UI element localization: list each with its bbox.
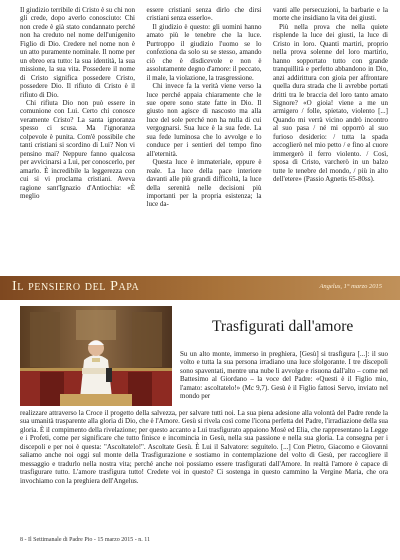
col3-paragraph-1: vanti alle persecuzioni, la barbarie e la morte che insidiano la vita dei giusti.	[273, 6, 388, 23]
article-title: Trasfigurati dall'amore	[212, 318, 354, 335]
col2-paragraph-2: Il giudizio è questo: gli uomini hanno amato più le tenebre che la luce. Purtroppo il giudizio l'uomo se lo confeziona da solo su se stesso, amando ciò che è disdicevole e non è assolutamente degno d'amore: il peccato, il male, la violazione, la trasgressione.	[146, 22, 262, 82]
column-1	[20, 6, 135, 274]
top-columns	[20, 6, 388, 274]
article-lead-paragraph: Su un alto monte, immerso in preghiera, [Gesù] si trasfigura [...]: il suo volto e tutta la sua persona irradiano una luce sfolgorante. I tre discepoli sono spaventati, mentre una nube li avvolge e risuona dall'alto – come nel Battesimo al Giordano – la voce del Padre: «Questi è il Figlio mio, l'amato: ascoltatelo!» (Mc 9,7). Gesù è il Figlio fattosi Servo, inviato nel mondo per	[180, 350, 388, 401]
col2-paragraph-4: Questa luce è immateriale, eppure è reale. La luce della pace interiore davanti alle più grandi difficoltà, la luce della serenità nelle decisioni più importanti per la propria esistenza; la luce da-	[146, 158, 262, 209]
page-footer: 8 - Il Settimanale di Padre Pio - 15 marzo 2015 - n. 11	[20, 537, 151, 543]
col3-paragraph-2: Più nella prova che nella quiete risplende la luce dei giusti, la luce di Cristo in loro. Quanti martiri, proprio nella prova solenne del loro martirio, hanno sopportato tutto con grande tranquillità e perfetto abbandono in Dio, anzi addirittura con gioia per affrontare quella dura strada che li avrebbe portati dritti tra le braccia del loro tanto amato Signore? «O gioia! viene a me un armigero / folle, spietato, violento [...] Quando mi verrà vicino andrò incontro al suo pasa / né mi opporrò al suo furioso desiderio: / tutta la spada accoglierò nel mio petto / e fino al cuore immergerò il ferro violento. / Così, sposa di Cristo, varcherò in un balzo tutte le tenebre del mondo, / più in alto dell'etere» (Passio Agnetis 65-80ss).	[273, 22, 388, 184]
photo-illustration	[20, 306, 172, 406]
col2-paragraph-1: essere cristiani senza dirlo che dirsi cristiani senza esserlo».	[146, 6, 262, 23]
column-2	[147, 6, 262, 274]
section-band	[0, 276, 400, 300]
col1-paragraph-1: Il giudizio terribile di Cristo è su chi non gli crede, dopo averlo conosciuto: Chi non crede è già stato condannato perché non ha creduto nel nome dell'unigenito Figlio di Dio. Credere nel nome non è un atto puramente nominale. Il nome per un ebreo era tutto: la sua identità, la sua missione, la sua vita. Possedere il nome di Cristo significa possedere Cristo, possedere Dio. Il rifiuto di Cristo è il rifiuto di Dio.	[20, 6, 135, 99]
section-title: Il pensiero del Papa	[12, 279, 140, 294]
article-body-paragraph: realizzare attraverso la Croce il progetto della salvezza, per salvare tutti noi. La sua piena adesione alla volontà del Padre rende la sua umanità trasparente alla gloria di Dio, che è l'Amore. Gesù si rivela così come l'icona perfetta del Padre, l'irradiazione della sua gloria. È il compimento della rivelazione; per questo accanto a Lui trasfigurato appaiono Mosè ed Elia, che rappresentano la Legge e i Profeti, come per significare che tutto finisce e incomincia in Gesù, nella sua passione e nella sua gloria. La consegna per i discepoli e per noi è questa: "Ascoltatelo!". Ascoltate Gesù. È Lui il Salvatore: seguitelo. [...] Con Pietro, Giacomo e Giovanni saliamo anche noi oggi sul monte della Trasfigurazione e sostiamo in contemplazione del volto di Gesù, per raccogliere il messaggio e tradurlo nella nostra vita; perché anche noi possiamo essere trasfigurati dall'Amore. In realtà l'amore è capace di trasfigurare tutto. L'amore trasfigura tutto! Credete voi in questo? Ci sostenga in questo cammino la Vergine Maria, che ora invochiamo con la preghiera dell'Angelus.	[20, 409, 388, 485]
col1-paragraph-2: Chi rifiuta Dio non può essere in comunione con Lui. Certo chi conosce veramente Cristo? La santa ignoranza spesso ci scusa. Ma l'ignoranza colpevole è punita. Com'è possibile che tanti cristiani si scordino di Lui? Non vi pensino mai? Neppure fanno qualcosa per avvicinarsi a Lui, per conoscerlo, per amarlo. È incredibile la leggerezza con cui si vi proclama cristiani. Aveva ragione sant'Ignazio d'Antiochia: «È meglio	[20, 98, 135, 200]
section-date: Angelus, 1° marzo 2015	[319, 283, 382, 290]
col2-paragraph-3: Chi invece fa la verità viene verso la luce perché appaia chiaramente che le sue opere sono state fatte in Dio. Il giusto non agisce di nascosto ma alla luce del sole perché non ha nulla di cui vergognarsi. Sua luce è la sua fede. La sua fede luminosa che lo avvolge e lo conduce per i sentieri del tempo fino all'eternità.	[146, 82, 262, 158]
pope-photo	[20, 306, 172, 406]
column-3	[273, 6, 388, 274]
